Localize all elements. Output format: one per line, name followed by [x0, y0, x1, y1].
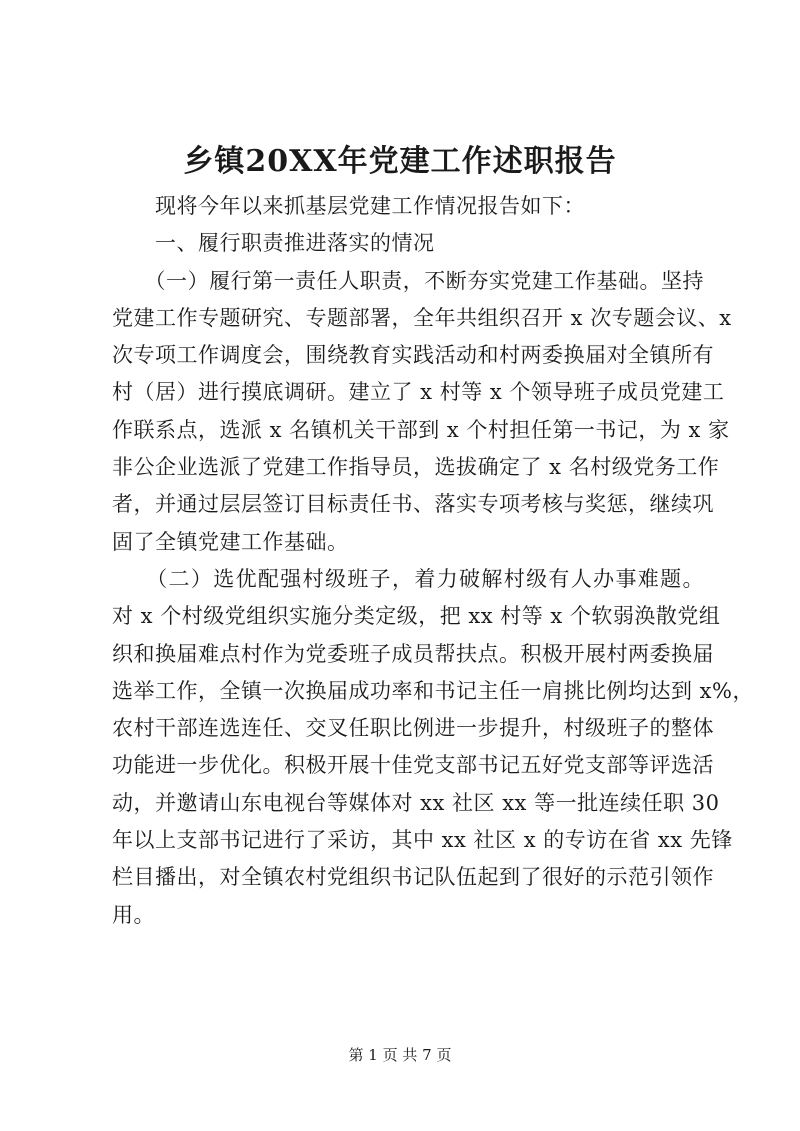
paragraph-1-line-2: 党建工作专题研究、专题部署，全年共组织召开 x 次专题会议、x: [112, 305, 732, 330]
intro-line: 现将今年以来抓基层党建工作情况报告如下：: [112, 194, 585, 218]
paragraph-1-line-5: 作联系点，选派 x 名镇机关干部到 x 个村担任第一书记，为 x 家: [112, 417, 730, 442]
document-body: [112, 188, 754, 934]
paragraph-1-line-7: 者，并通过层层签订目标责任书、落实专项考核与奖惩，继续巩: [112, 492, 714, 517]
paragraph-1-line-3: 次专项工作调度会，围绕教育实践活动和村两委换届对全镇所有: [112, 343, 714, 368]
paragraph-1-line-8: 固了全镇党建工作基础。: [112, 529, 349, 554]
paragraph-2-line-10: 用。: [112, 902, 155, 927]
paragraph-1-line-1: （一）履行第一责任人职责，不断夯实党建工作基础。坚持: [112, 268, 704, 293]
page-number-footer: 第 1 页 共 7 页: [348, 1046, 452, 1064]
paragraph-2-line-3: 织和换届难点村作为党委班子成员帮扶点。积极开展村两委换届: [112, 641, 714, 666]
paragraph-1-line-6: 非公企业选派了党建工作指导员，选拔确定了 x 名村级党务工作: [112, 455, 720, 480]
paragraph-2-line-8: 年以上支部书记进行了采访，其中 xx 社区 x 的专访在省 xx 先锋: [112, 828, 733, 853]
paragraph-2-line-5: 农村干部连选连任、交叉任职比例进一步提升，村级班子的整体: [112, 716, 714, 741]
paragraph-2-line-9: 栏目播出，对全镇农村党组织书记队伍起到了很好的示范引领作: [112, 865, 714, 890]
paragraph-2-line-1: （二）选优配强村级班子，着力破解村级有人办事难题。: [112, 566, 704, 591]
section-heading: 一、履行职责推进落实的情况: [112, 231, 435, 256]
paragraph-2-line-2: 对 x 个村级党组织实施分类定级，把 xx 村等 x 个软弱涣散党组: [112, 604, 721, 629]
document-title: 乡镇20XX年党建工作述职报告: [183, 144, 617, 179]
paragraph-2-line-6: 功能进一步优化。积极开展十佳党支部书记五好党支部等评选活: [112, 753, 714, 778]
paragraph-1-line-4: 村（居）进行摸底调研。建立了 x 村等 x 个领导班子成员党建工: [112, 380, 725, 405]
paragraph-2-line-7: 动，并邀请山东电视台等媒体对 xx 社区 xx 等一批连续任职 30: [112, 790, 720, 815]
paragraph-2-line-4: 选举工作，全镇一次换届成功率和书记主任一肩挑比例均达到 x%，: [112, 678, 754, 703]
